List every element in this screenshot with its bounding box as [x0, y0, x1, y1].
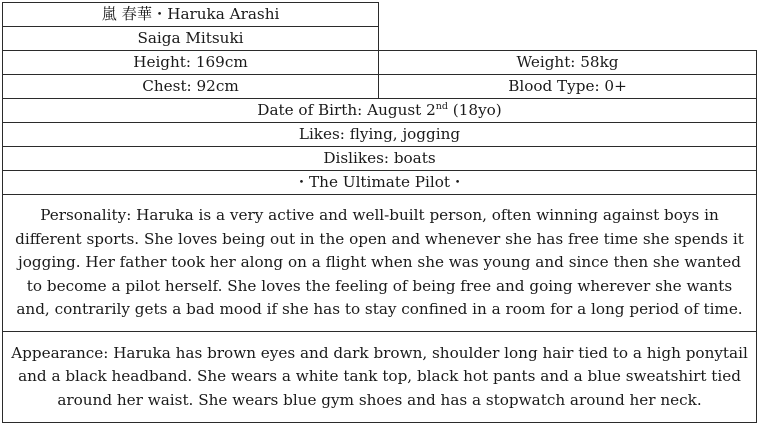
blood-type-value: Blood Type: 0+ — [379, 75, 757, 99]
date-of-birth-row — [3, 99, 757, 123]
personality-row — [3, 195, 757, 332]
height-value: Height: 169cm — [3, 51, 379, 75]
measurements-row-1 — [3, 51, 757, 75]
empty-cell — [379, 27, 757, 51]
character-name: 嵐 春華・Haruka Arashi — [3, 3, 379, 27]
weight-value: Weight: 58kg — [379, 51, 757, 75]
dislikes: Dislikes: boats — [3, 147, 757, 171]
empty-cell — [379, 3, 757, 27]
date-of-birth — [3, 99, 757, 123]
dob-prefix: Date of Birth: August 2 — [257, 101, 436, 119]
voice-actor-row — [3, 27, 757, 51]
dob-age: (18yo) — [447, 101, 502, 119]
personality-paragraph: Personality: Haruka is a very active and well-built person, often winning against boys in different sports. She loves being out in the open and whenever she has free time she spends it jogging. Her father took her along on a flight when she was young and since then she wanted to become a pilot herself. She loves the feeling of being free and going wherever she wants and, contrarily gets a bad mood if she has to stay confined in a room for a long period of time. — [3, 195, 757, 332]
name-row — [3, 3, 757, 27]
profile-table — [2, 2, 757, 423]
appearance-paragraph: Appearance: Haruka has brown eyes and dark brown, shoulder long hair tied to a high ponytail and a black headband. She wears a white tank top, black hot pants and a blue sweatshirt tied around her waist. She wears blue gym shoes and has a stopwatch around her neck. — [3, 332, 757, 423]
likes: Likes: flying, jogging — [3, 123, 757, 147]
ultimate-title: ・The Ultimate Pilot・ — [3, 171, 757, 195]
appearance-row — [3, 332, 757, 423]
dislikes-row — [3, 147, 757, 171]
voice-actor: Saiga Mitsuki — [3, 27, 379, 51]
likes-row — [3, 123, 757, 147]
measurements-row-2 — [3, 75, 757, 99]
title-row — [3, 171, 757, 195]
dob-ordinal-suffix: nd — [435, 101, 448, 112]
chest-value: Chest: 92cm — [3, 75, 379, 99]
